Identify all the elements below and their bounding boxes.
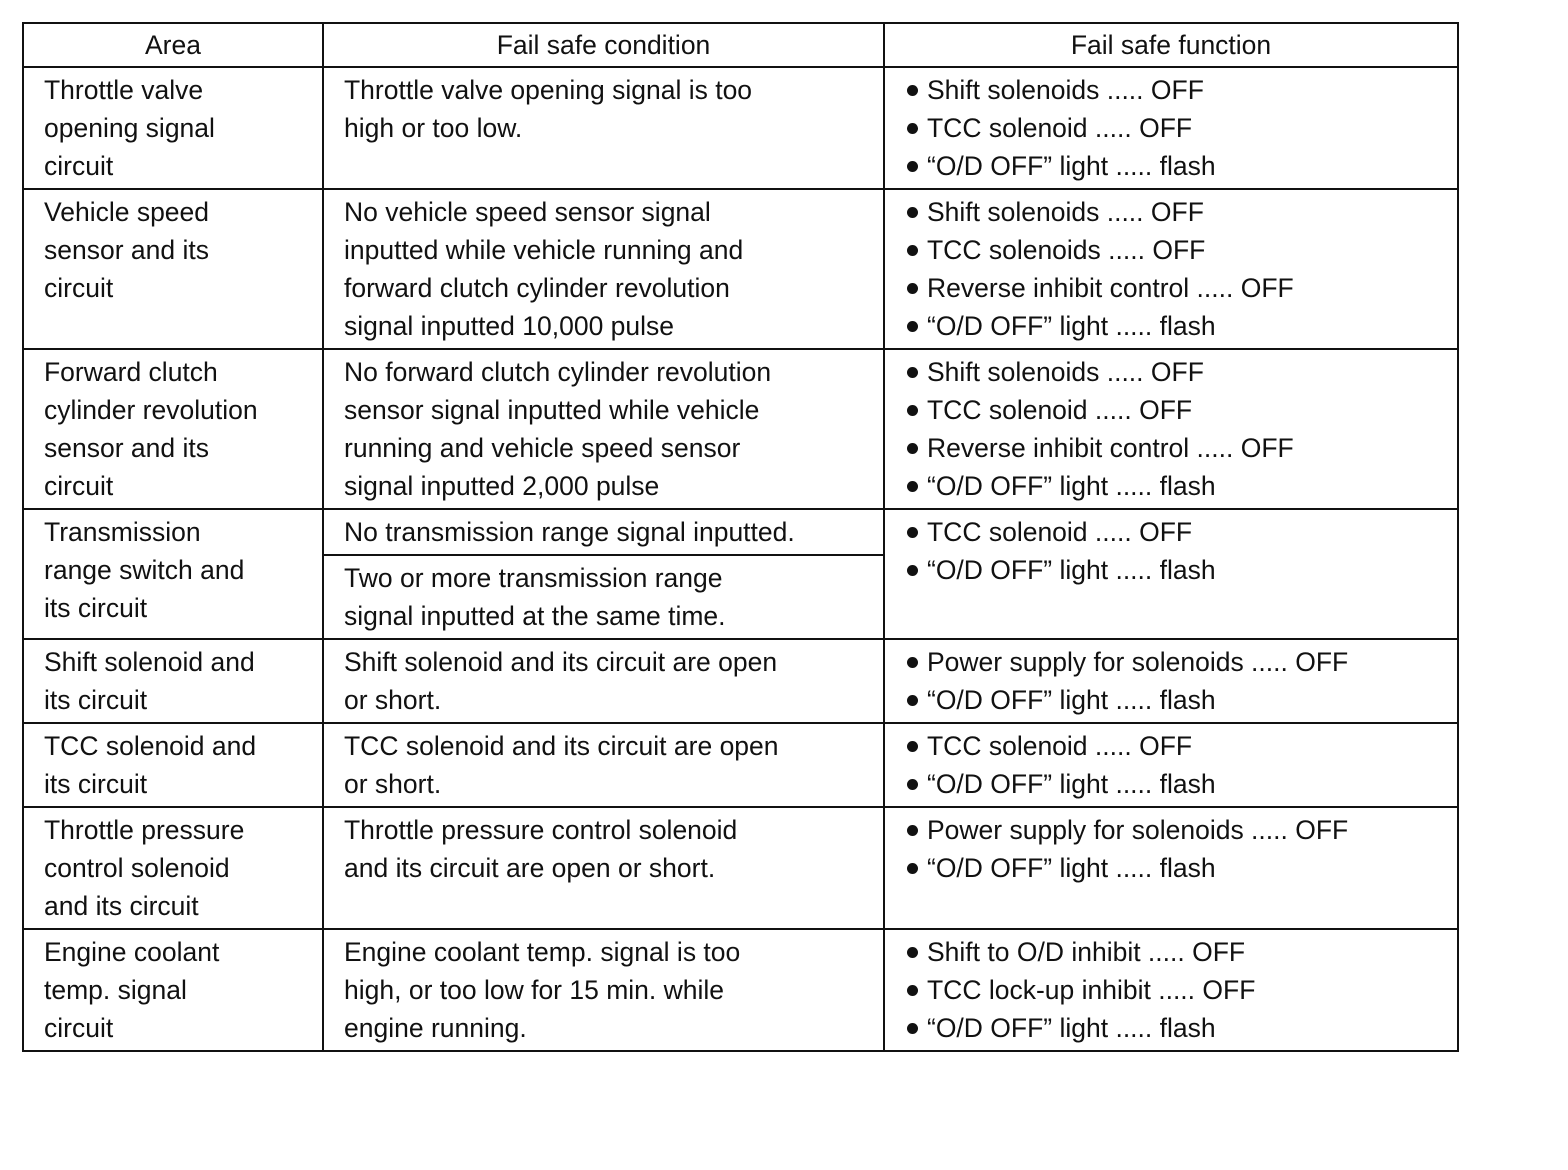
bullet-icon bbox=[907, 321, 918, 332]
bullet-icon bbox=[907, 985, 918, 996]
condition-line: sensor signal inputted while vehicle bbox=[344, 395, 760, 425]
condition-cell bbox=[323, 509, 884, 555]
function-text: “O/D OFF” light ..... flash bbox=[927, 471, 1216, 501]
function-item bbox=[907, 765, 1447, 803]
function-text: TCC solenoids ..... OFF bbox=[927, 235, 1206, 265]
function-text: TCC solenoid ..... OFF bbox=[927, 731, 1193, 761]
header-area: Area bbox=[23, 23, 323, 67]
function-text: Shift to O/D inhibit ..... OFF bbox=[927, 937, 1246, 967]
condition-line: and its circuit are open or short. bbox=[344, 853, 716, 883]
area-line: sensor and its bbox=[44, 235, 209, 265]
fail-safe-table bbox=[22, 22, 1459, 1052]
area-line: temp. signal bbox=[44, 975, 187, 1005]
area-line: sensor and its bbox=[44, 433, 209, 463]
condition-line: No forward clutch cylinder revolution bbox=[344, 357, 772, 387]
function-text: “O/D OFF” light ..... flash bbox=[927, 555, 1216, 585]
function-text: TCC solenoid ..... OFF bbox=[927, 113, 1193, 143]
bullet-icon bbox=[907, 527, 918, 538]
area-line: Shift solenoid and bbox=[44, 647, 255, 677]
area-line: Engine coolant bbox=[44, 937, 220, 967]
header-condition: Fail safe condition bbox=[323, 23, 884, 67]
area-cell bbox=[23, 349, 323, 509]
condition-cell bbox=[323, 349, 884, 509]
bullet-icon bbox=[907, 825, 918, 836]
bullet-icon bbox=[907, 1023, 918, 1034]
condition-cell bbox=[323, 929, 884, 1051]
bullet-icon bbox=[907, 207, 918, 218]
function-cell bbox=[884, 67, 1458, 189]
function-item bbox=[907, 643, 1447, 681]
area-cell bbox=[23, 67, 323, 189]
function-item bbox=[907, 147, 1447, 185]
area-line: Vehicle speed bbox=[44, 197, 210, 227]
table-row bbox=[23, 807, 1458, 929]
function-text: Power supply for solenoids ..... OFF bbox=[927, 647, 1349, 677]
function-cell bbox=[884, 929, 1458, 1051]
bullet-icon bbox=[907, 657, 918, 668]
bullet-icon bbox=[907, 85, 918, 96]
function-cell bbox=[884, 807, 1458, 929]
condition-line: No vehicle speed sensor signal bbox=[344, 197, 711, 227]
bullet-icon bbox=[907, 405, 918, 416]
bullet-icon bbox=[907, 947, 918, 958]
bullet-icon bbox=[907, 161, 918, 172]
header-row bbox=[23, 23, 1458, 67]
function-text: Shift solenoids ..... OFF bbox=[927, 75, 1204, 105]
function-text: Shift solenoids ..... OFF bbox=[927, 357, 1204, 387]
function-text: “O/D OFF” light ..... flash bbox=[927, 1013, 1216, 1043]
table-row bbox=[23, 67, 1458, 189]
area-line: Transmission bbox=[44, 517, 201, 547]
area-cell bbox=[23, 807, 323, 929]
function-item bbox=[907, 849, 1447, 887]
function-item bbox=[907, 811, 1447, 849]
function-text: Reverse inhibit control ..... OFF bbox=[927, 273, 1294, 303]
area-line: and its circuit bbox=[44, 891, 199, 921]
function-text: Power supply for solenoids ..... OFF bbox=[927, 815, 1349, 845]
function-text: “O/D OFF” light ..... flash bbox=[927, 311, 1216, 341]
bullet-icon bbox=[907, 367, 918, 378]
bullet-icon bbox=[907, 443, 918, 454]
area-cell bbox=[23, 509, 323, 639]
bullet-icon bbox=[907, 123, 918, 134]
bullet-icon bbox=[907, 481, 918, 492]
function-cell bbox=[884, 349, 1458, 509]
function-text: “O/D OFF” light ..... flash bbox=[927, 685, 1216, 715]
bullet-icon bbox=[907, 863, 918, 874]
bullet-icon bbox=[907, 283, 918, 294]
function-cell bbox=[884, 189, 1458, 349]
area-cell bbox=[23, 929, 323, 1051]
function-text: “O/D OFF” light ..... flash bbox=[927, 151, 1216, 181]
function-item bbox=[907, 551, 1447, 589]
function-item bbox=[907, 1009, 1447, 1047]
function-text: TCC solenoid ..... OFF bbox=[927, 517, 1193, 547]
function-item bbox=[907, 353, 1447, 391]
area-line: circuit bbox=[44, 273, 114, 303]
bullet-icon bbox=[907, 779, 918, 790]
condition-line: Two or more transmission range bbox=[344, 563, 723, 593]
table-row bbox=[23, 723, 1458, 807]
function-item bbox=[907, 269, 1447, 307]
condition-line: running and vehicle speed sensor bbox=[344, 433, 741, 463]
bullet-icon bbox=[907, 695, 918, 706]
area-line: range switch and bbox=[44, 555, 245, 585]
condition-line: signal inputted 2,000 pulse bbox=[344, 471, 660, 501]
function-item bbox=[907, 429, 1447, 467]
function-item bbox=[907, 727, 1447, 765]
condition-line: Shift solenoid and its circuit are open bbox=[344, 647, 778, 677]
condition-line: Throttle pressure control solenoid bbox=[344, 815, 738, 845]
condition-line: engine running. bbox=[344, 1013, 527, 1043]
function-text: TCC lock-up inhibit ..... OFF bbox=[927, 975, 1256, 1005]
area-line: TCC solenoid and bbox=[44, 731, 257, 761]
condition-cell bbox=[323, 723, 884, 807]
condition-cell bbox=[323, 67, 884, 189]
function-item bbox=[907, 231, 1447, 269]
condition-cell bbox=[323, 555, 884, 639]
condition-cell bbox=[323, 639, 884, 723]
function-item bbox=[907, 391, 1447, 429]
condition-line: inputted while vehicle running and bbox=[344, 235, 744, 265]
area-cell bbox=[23, 639, 323, 723]
function-item bbox=[907, 681, 1447, 719]
function-item bbox=[907, 193, 1447, 231]
area-cell bbox=[23, 723, 323, 807]
condition-line: TCC solenoid and its circuit are open bbox=[344, 731, 779, 761]
table-row bbox=[23, 189, 1458, 349]
table-body bbox=[23, 67, 1458, 1051]
function-text: Reverse inhibit control ..... OFF bbox=[927, 433, 1294, 463]
area-line: circuit bbox=[44, 1013, 114, 1043]
condition-line: Throttle valve opening signal is too bbox=[344, 75, 753, 105]
bullet-icon bbox=[907, 565, 918, 576]
function-text: Shift solenoids ..... OFF bbox=[927, 197, 1204, 227]
area-line: Forward clutch bbox=[44, 357, 218, 387]
function-item bbox=[907, 933, 1447, 971]
area-line: circuit bbox=[44, 151, 114, 181]
area-line: its circuit bbox=[44, 685, 148, 715]
area-line: Throttle pressure bbox=[44, 815, 245, 845]
condition-line: or short. bbox=[344, 769, 442, 799]
function-text: TCC solenoid ..... OFF bbox=[927, 395, 1193, 425]
condition-line: No transmission range signal inputted. bbox=[344, 517, 795, 547]
condition-line: Engine coolant temp. signal is too bbox=[344, 937, 741, 967]
table-row bbox=[23, 349, 1458, 509]
area-line: its circuit bbox=[44, 593, 148, 623]
area-line: opening signal bbox=[44, 113, 215, 143]
table-row bbox=[23, 639, 1458, 723]
condition-cell bbox=[323, 807, 884, 929]
function-cell bbox=[884, 639, 1458, 723]
condition-line: high, or too low for 15 min. while bbox=[344, 975, 725, 1005]
function-text: “O/D OFF” light ..... flash bbox=[927, 769, 1216, 799]
bullet-icon bbox=[907, 741, 918, 752]
function-cell bbox=[884, 723, 1458, 807]
area-cell bbox=[23, 189, 323, 349]
header-function: Fail safe function bbox=[884, 23, 1458, 67]
condition-line: signal inputted 10,000 pulse bbox=[344, 311, 675, 341]
function-item bbox=[907, 71, 1447, 109]
function-cell bbox=[884, 509, 1458, 639]
area-line: its circuit bbox=[44, 769, 148, 799]
area-line: cylinder revolution bbox=[44, 395, 258, 425]
function-item bbox=[907, 109, 1447, 147]
condition-cell bbox=[323, 189, 884, 349]
bullet-icon bbox=[907, 245, 918, 256]
condition-line: signal inputted at the same time. bbox=[344, 601, 726, 631]
condition-line: or short. bbox=[344, 685, 442, 715]
table-row bbox=[23, 929, 1458, 1051]
function-item bbox=[907, 971, 1447, 1009]
function-item bbox=[907, 467, 1447, 505]
condition-line: forward clutch cylinder revolution bbox=[344, 273, 730, 303]
area-line: control solenoid bbox=[44, 853, 230, 883]
function-text: “O/D OFF” light ..... flash bbox=[927, 853, 1216, 883]
condition-line: high or too low. bbox=[344, 113, 523, 143]
area-line: circuit bbox=[44, 471, 114, 501]
function-item bbox=[907, 307, 1447, 345]
area-line: Throttle valve bbox=[44, 75, 204, 105]
function-item bbox=[907, 513, 1447, 551]
table-row bbox=[23, 509, 1458, 555]
